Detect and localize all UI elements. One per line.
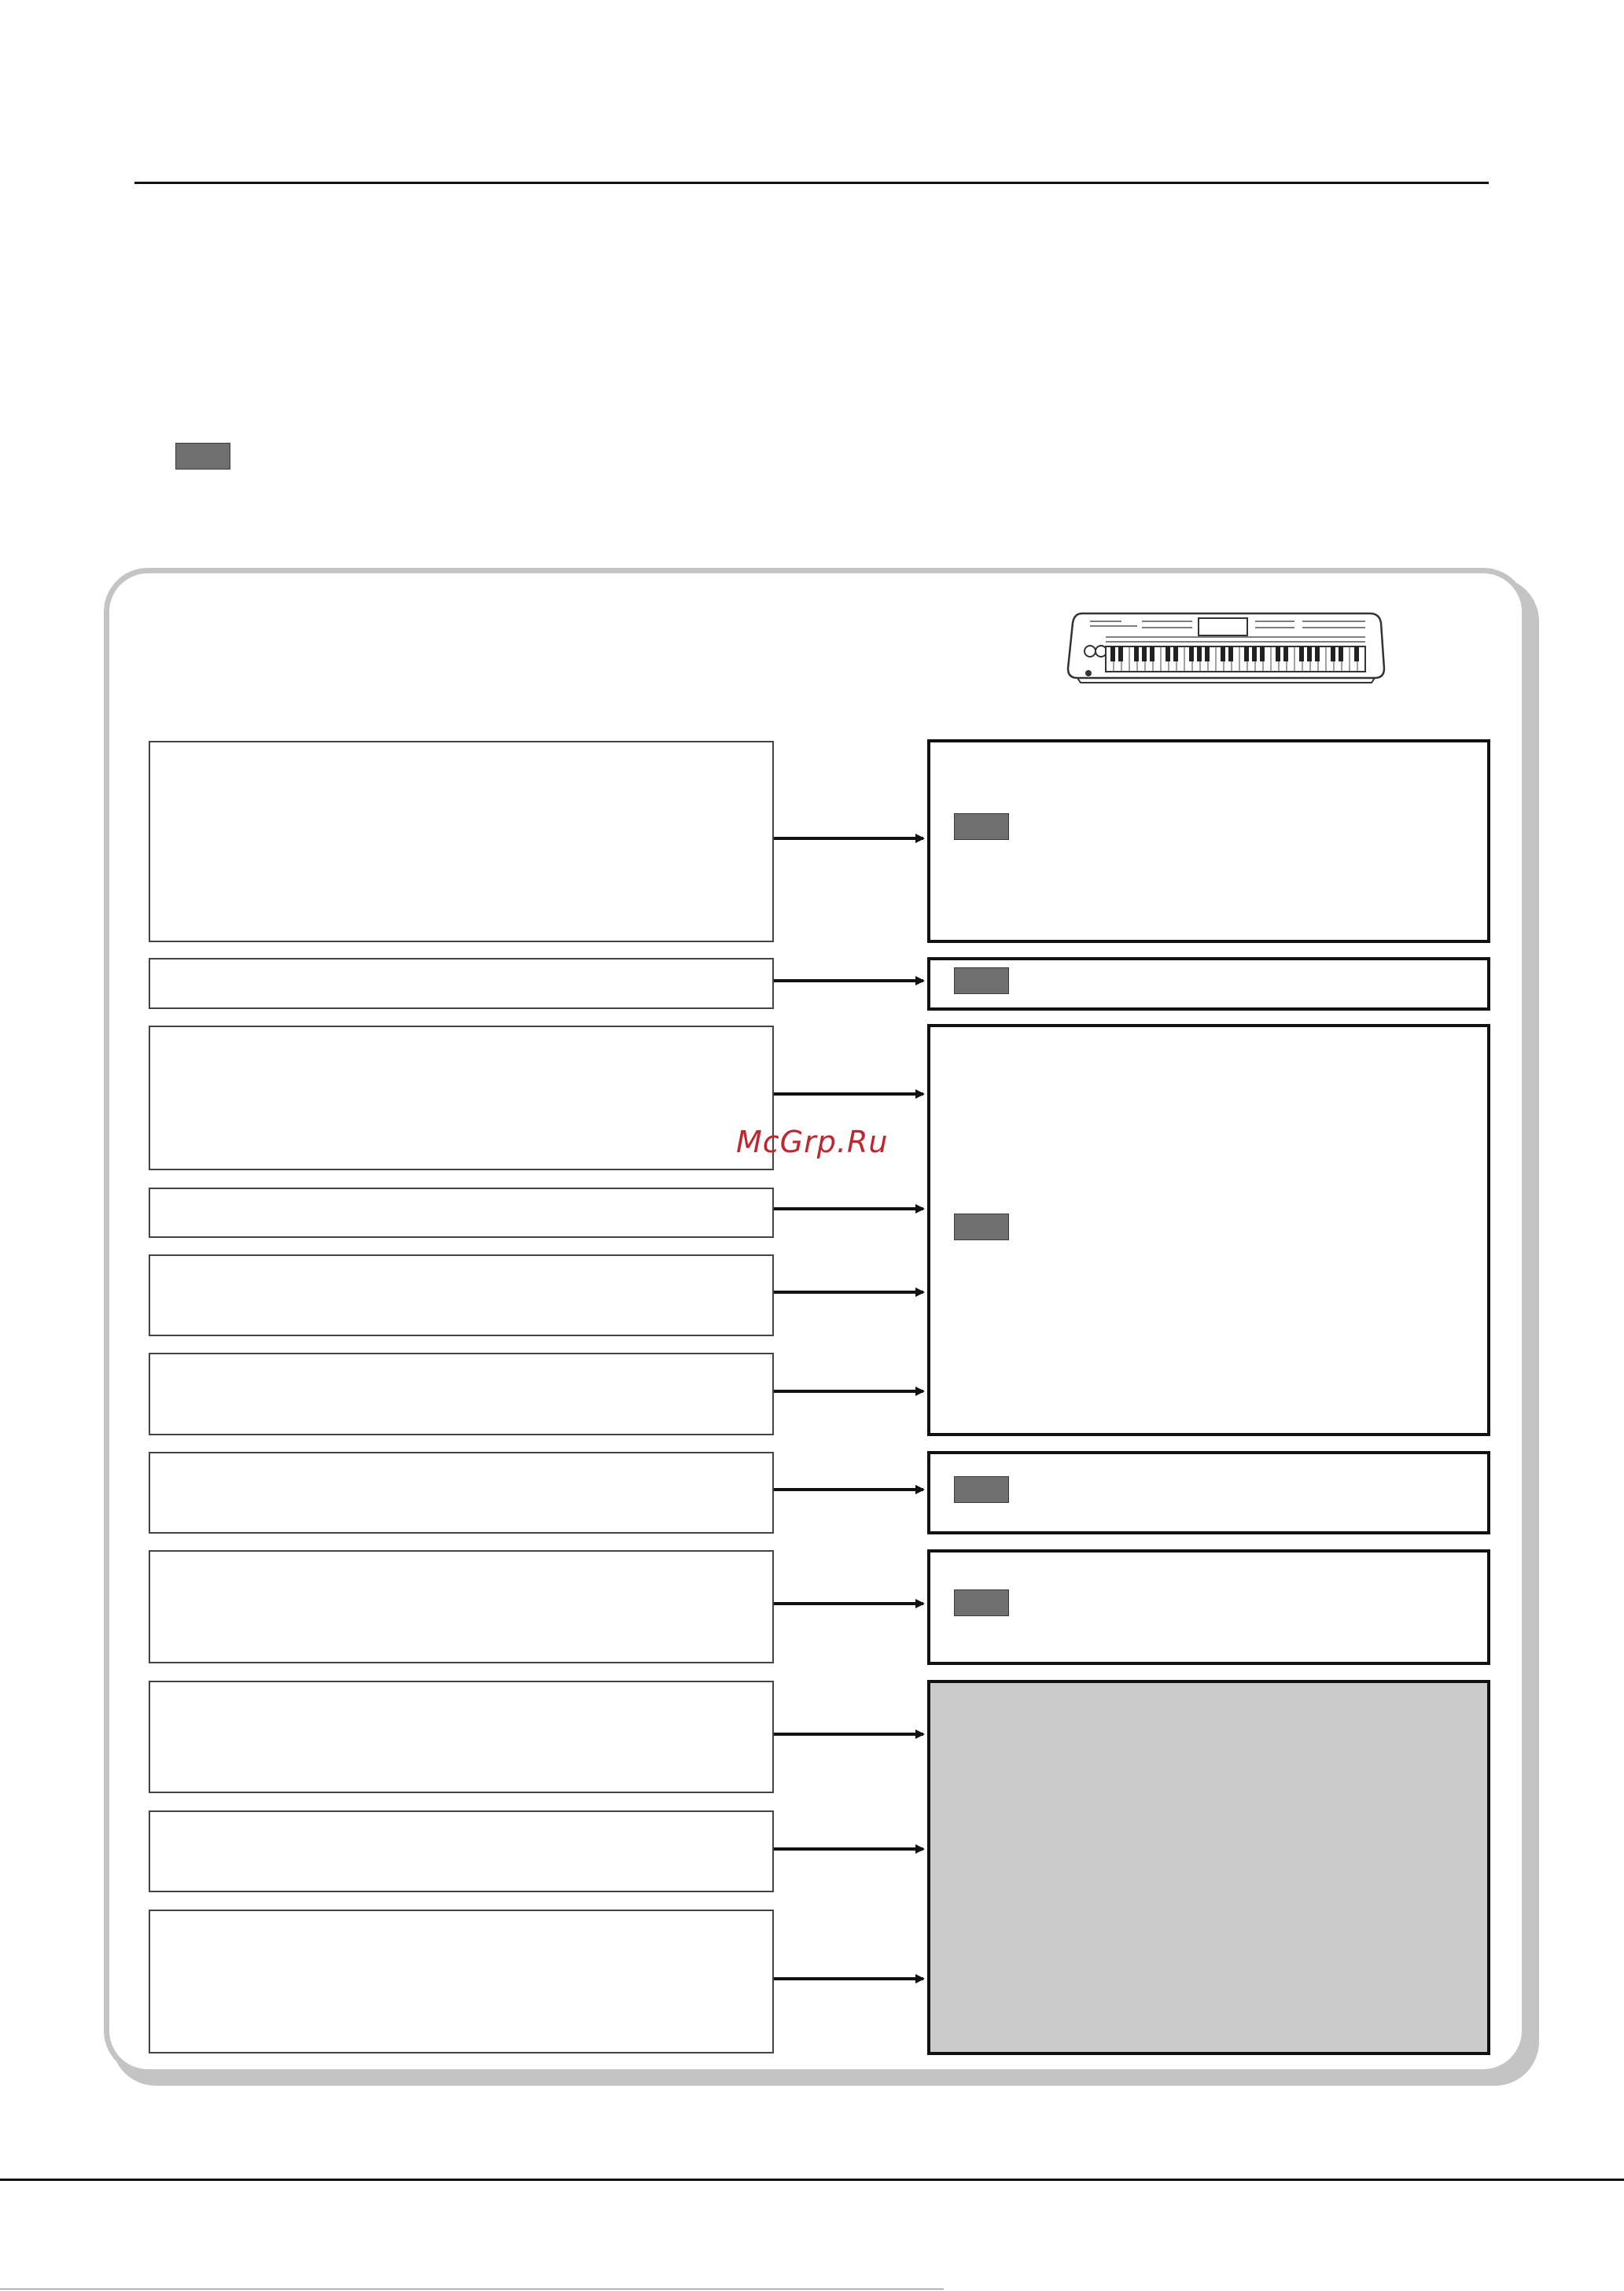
watermark-text: McGrp.Ru <box>736 1125 889 1159</box>
footer-rule <box>0 2179 1624 2181</box>
